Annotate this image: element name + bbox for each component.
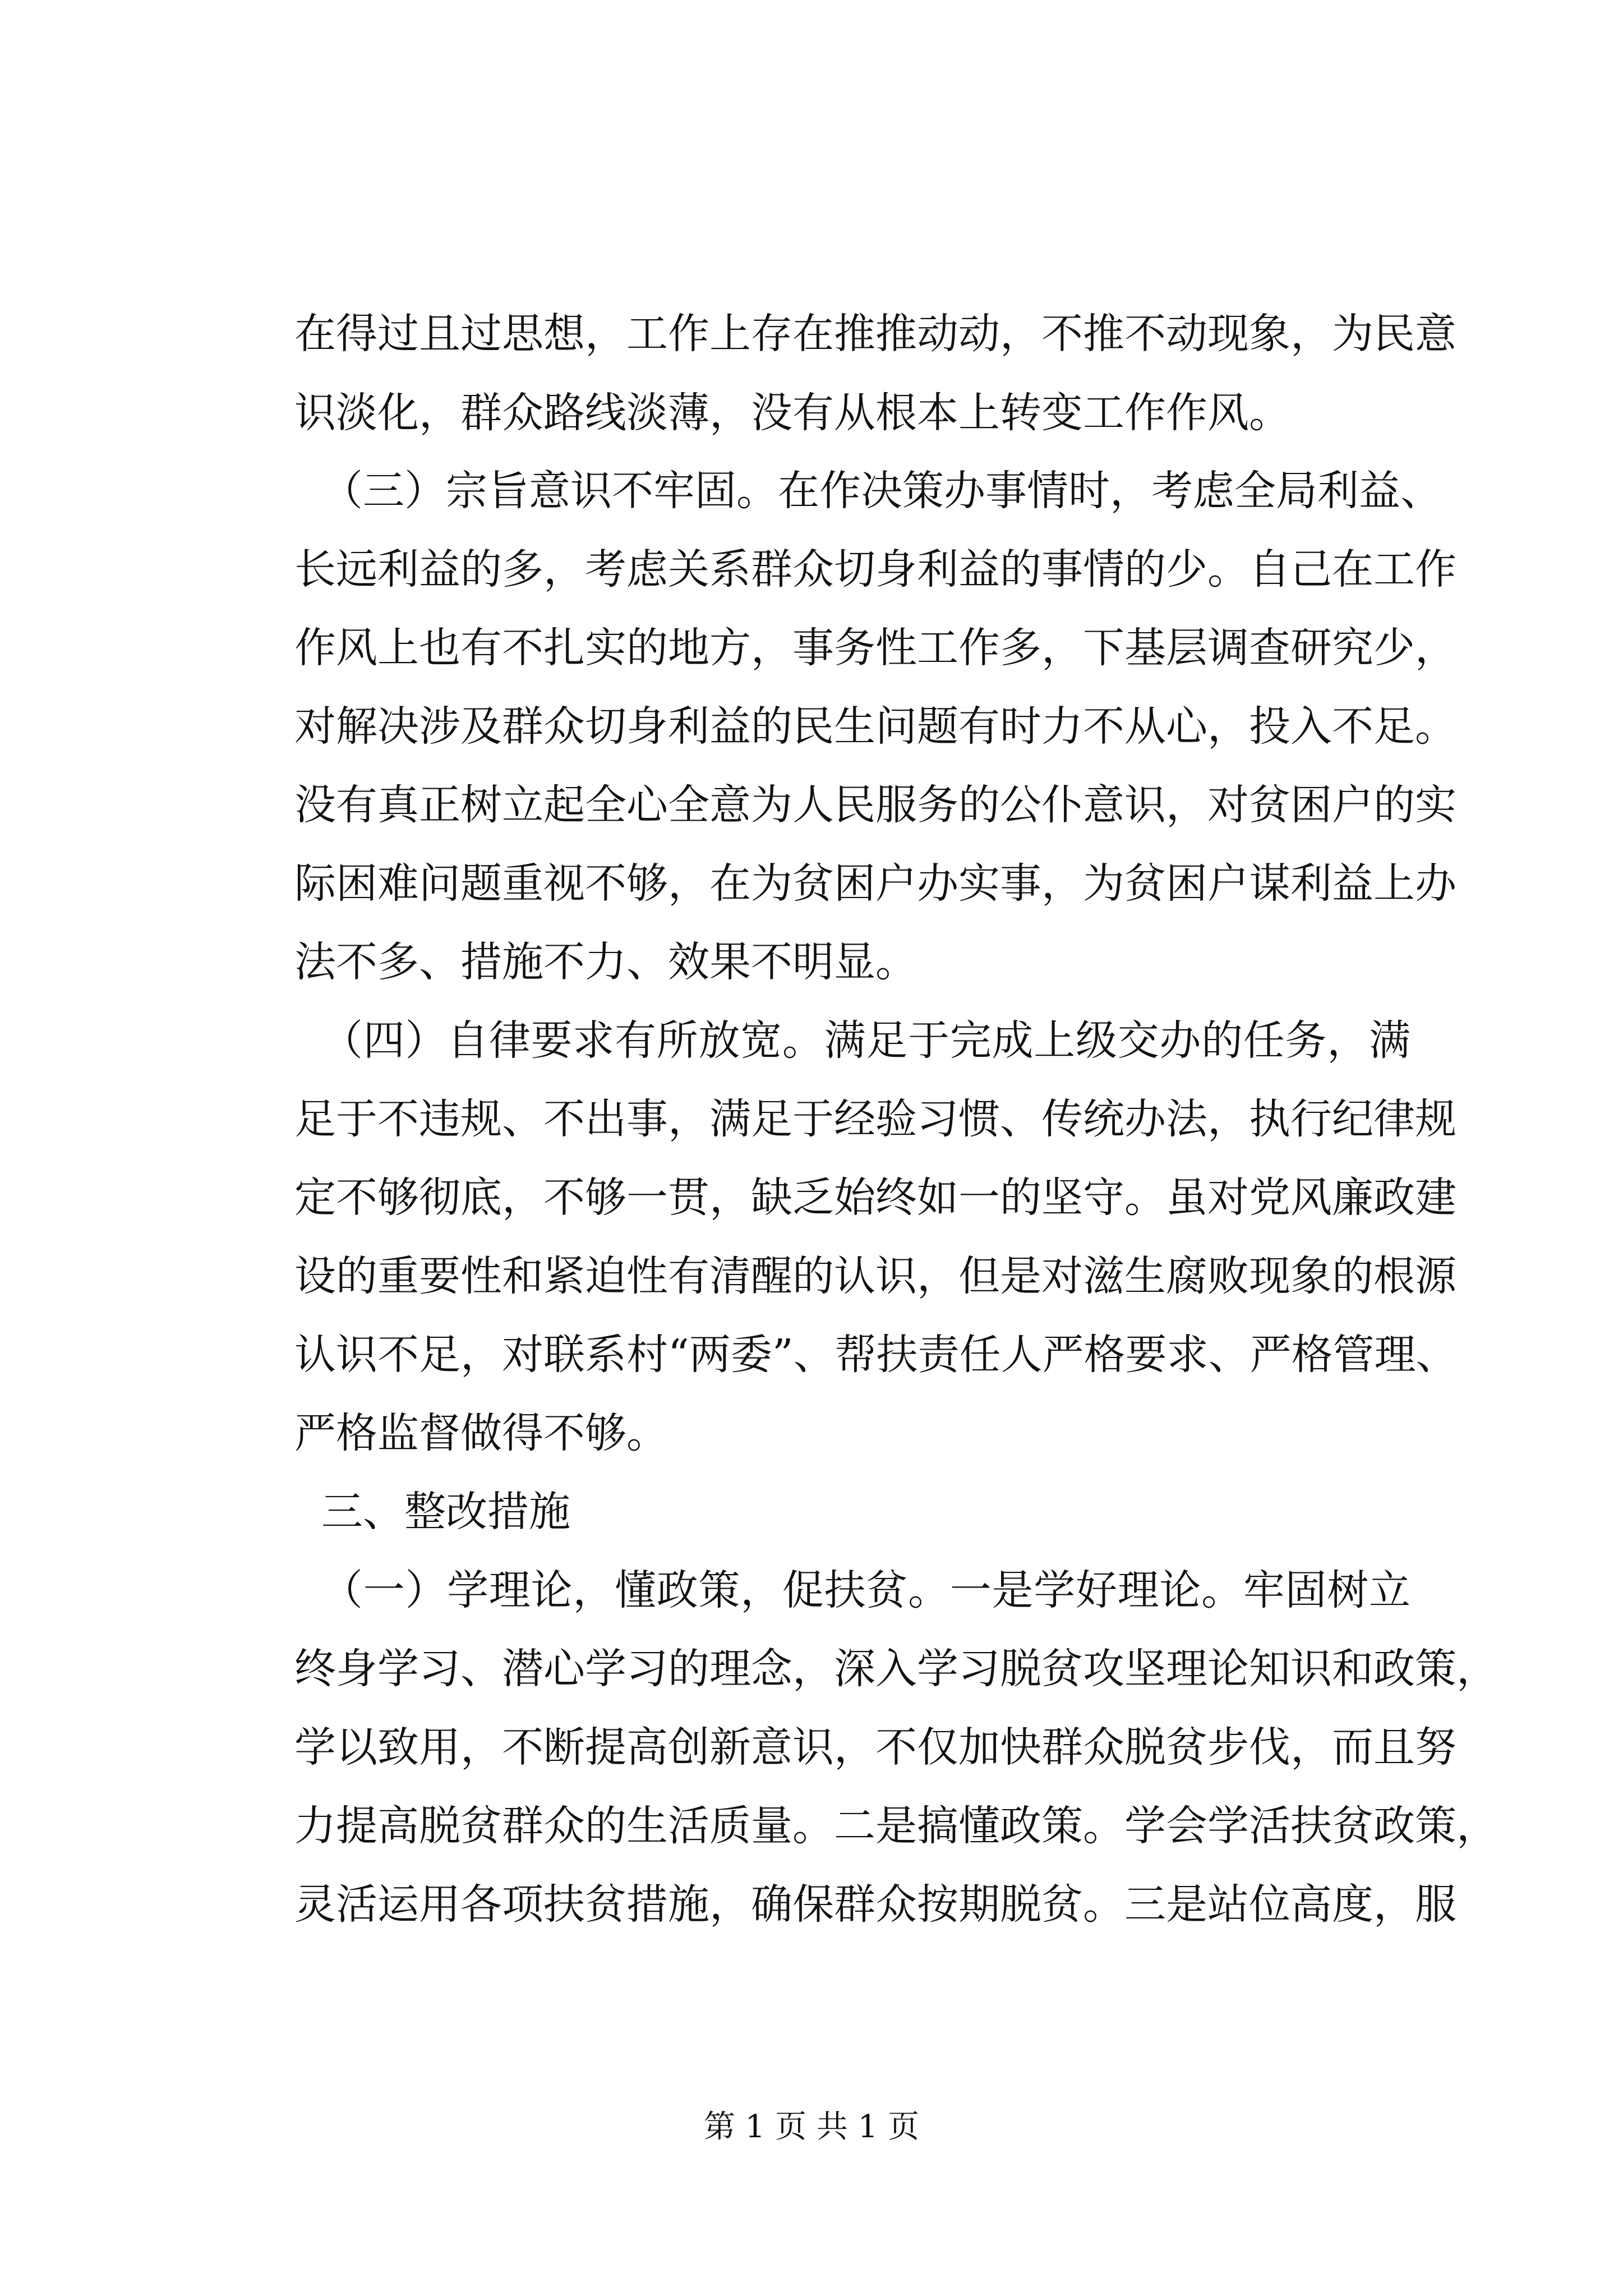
body-text-line: 法不多、措施不力、效果不明显。 [294,938,917,986]
body-text-line: 作风上也有不扎实的地方，事务性工作多，下基层调查研究少， [294,624,1456,672]
body-text-line: 设的重要性和紧迫性有清醒的认识，但是对滋生腐败现象的根源 [294,1252,1456,1300]
body-text-line: 严格监督做得不够。 [294,1409,668,1457]
paragraph-1-heading-line: （一）学理论，懂政策，促扶贫。一是学好理论。牢固树立 [321,1566,1410,1614]
body-text-line: 终身学习、潜心学习的理念，深入学习脱贫攻坚理论知识和政策， [294,1645,1498,1693]
body-text-line: 长远利益的多，考虑关系群众切身利益的事情的少。自己在工作 [294,545,1456,593]
body-text-line: 识淡化，群众路线淡薄，没有从根本上转变工作作风。 [294,389,1290,437]
paragraph-3-heading-line: （三）宗旨意识不牢固。在作决策办事情时，考虑全局利益、 [321,467,1442,515]
body-text-line: 在得过且过思想，工作上存在推推动动，不推不动现象，为民意 [294,310,1456,358]
body-text-line: 灵活运用各项扶贫措施，确保群众按期脱贫。三是站位高度，服 [294,1880,1456,1929]
section-heading: 三、整改措施 [321,1488,570,1536]
body-text-line: 足于不违规、不出事，满足于经验习惯、传统办法，执行纪律规 [294,1095,1456,1143]
body-text-line: 定不够彻底，不够一贯，缺乏始终如一的坚守。虽对党风廉政建 [294,1174,1456,1222]
body-text-line: 力提高脱贫群众的生活质量。二是搞懂政策。学会学活扶贫政策， [294,1802,1498,1850]
page-footer: 第 1 页 共 1 页 [703,2109,920,2145]
body-text-line: 学以致用，不断提高创新意识，不仅加快群众脱贫步伐，而且努 [294,1723,1456,1772]
body-text-line: 认识不足，对联系村“两委”、帮扶责任人严格要求、严格管理、 [294,1331,1458,1379]
paragraph-4-heading-line: （四）自律要求有所放宽。满足于完成上级交办的任务，满 [321,1016,1410,1065]
body-text-line: 没有真正树立起全心全意为人民服务的公仆意识，对贫困户的实 [294,781,1456,829]
body-text-line: 际困难问题重视不够，在为贫困户办实事，为贫困户谋利益上办 [294,859,1456,908]
body-text-line: 对解决涉及群众切身利益的民生问题有时力不从心，投入不足。 [294,702,1456,751]
